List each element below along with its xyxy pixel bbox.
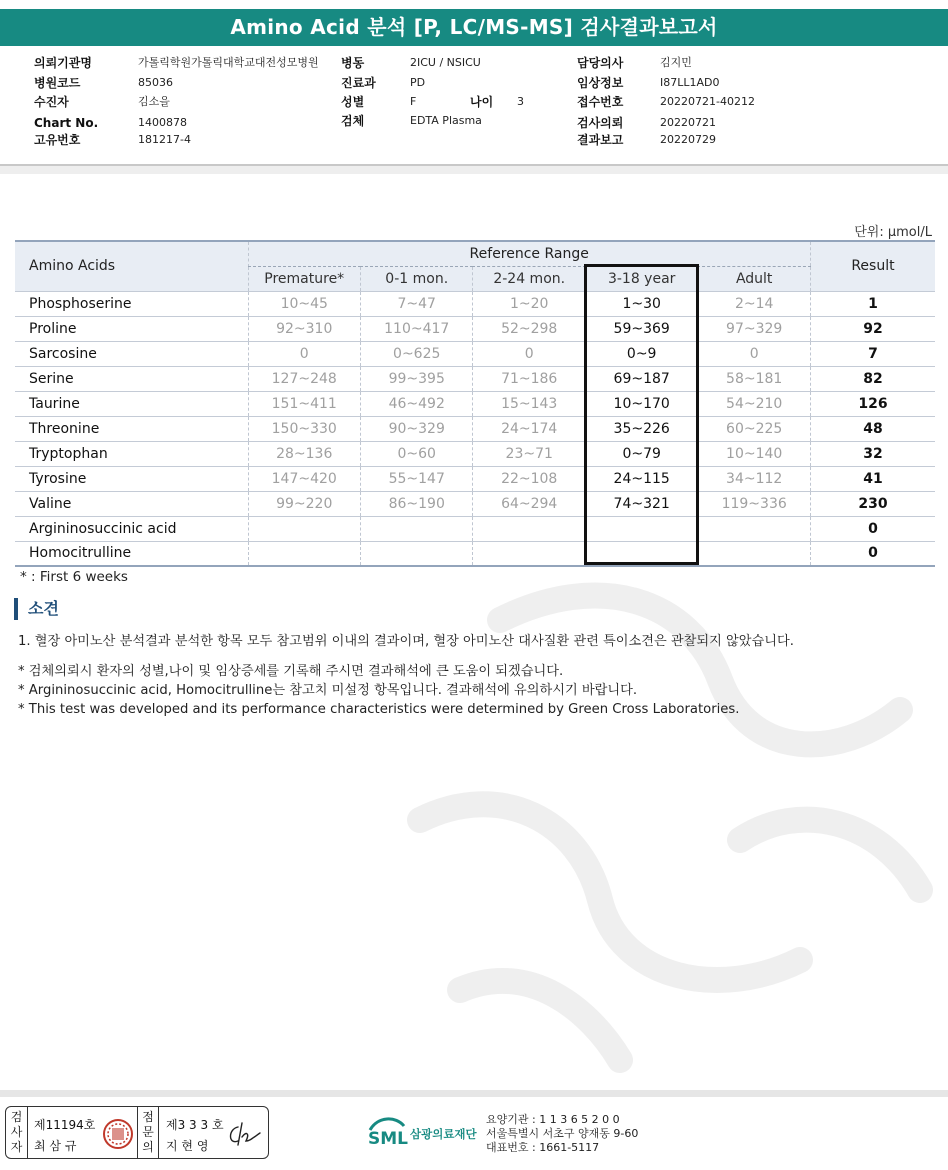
table-row (15, 466, 935, 491)
range-adult: 10~140 (698, 441, 810, 466)
range-2-24-mon: 15~143 (473, 391, 585, 416)
findings-title: 소견 (14, 598, 59, 620)
range-2-24-mon: 71~186 (473, 366, 585, 391)
range-premature: 92~310 (248, 316, 360, 341)
subheader-0-1-mon: 0-1 mon. (360, 266, 472, 291)
range-3-18-year: 74~321 (585, 491, 697, 516)
subheader-2-24-mon: 2-24 mon. (473, 266, 585, 291)
range-adult: 60~225 (698, 416, 810, 441)
result-value: 82 (810, 366, 935, 391)
age-value: 3 (517, 95, 524, 108)
signature-box (5, 1106, 269, 1159)
chart-no-value: 1400878 (138, 116, 187, 129)
institution-label: 의뢰기관명 (34, 56, 92, 70)
range-premature: 150~330 (248, 416, 360, 441)
range-0-1-mon: 86~190 (360, 491, 472, 516)
amino-acid-name: Argininosuccinic acid (15, 516, 248, 541)
range-adult: 2~14 (698, 291, 810, 316)
specimen-label: 검체 (341, 114, 365, 128)
range-2-24-mon (473, 541, 585, 566)
table-row (15, 441, 935, 466)
note-item: * Argininosuccinic acid, Homocitrulline는 참고치 미설정 항목입니다. 결과해석에 유의하시기 바랍니다. (18, 683, 638, 698)
range-premature (248, 516, 360, 541)
chart-no-label: Chart No. (34, 116, 99, 130)
ward-value: 2ICU / NSICU (410, 56, 481, 69)
institution-value: 가톨릭학원가톨릭대학교대전성모병원 (138, 56, 319, 69)
table-row (15, 341, 935, 366)
range-3-18-year: 59~369 (585, 316, 697, 341)
range-2-24-mon: 0 (473, 341, 585, 366)
patient-info-section (0, 46, 948, 166)
unit-note: 단위: μmol/L (854, 225, 932, 240)
range-0-1-mon (360, 516, 472, 541)
table-row (15, 516, 935, 541)
examiner-label-char: 사 (10, 1125, 23, 1139)
range-3-18-year: 24~115 (585, 466, 697, 491)
range-adult (698, 516, 810, 541)
range-0-1-mon: 55~147 (360, 466, 472, 491)
result-value: 0 (810, 541, 935, 566)
range-0-1-mon (360, 541, 472, 566)
note-item: * 검체의뢰시 환자의 성별,나이 및 임상증세를 기록해 주시면 결과해석에 큰 도움이 되겠습니다. (18, 664, 564, 679)
facility-code: 요양기관 : 1 1 3 6 5 2 0 0 (486, 1113, 620, 1126)
range-3-18-year: 10~170 (585, 391, 697, 416)
clinical-info-value: I87LL1AD0 (660, 76, 720, 89)
report-date-label: 결과보고 (577, 133, 624, 147)
result-value: 1 (810, 291, 935, 316)
footer-divider-band (0, 1090, 948, 1097)
range-2-24-mon: 1~20 (473, 291, 585, 316)
subheader-3-18-year: 3-18 year (585, 266, 697, 291)
range-3-18-year: 0~9 (585, 341, 697, 366)
range-2-24-mon: 64~294 (473, 491, 585, 516)
receipt-no-value: 20220721-40212 (660, 95, 755, 108)
phone: 대표번호 : 1661-5117 (486, 1141, 600, 1154)
result-value: 92 (810, 316, 935, 341)
reviewer-label (137, 1107, 159, 1158)
result-value: 48 (810, 416, 935, 441)
range-0-1-mon: 46~492 (360, 391, 472, 416)
range-0-1-mon: 0~625 (360, 341, 472, 366)
range-premature: 127~248 (248, 366, 360, 391)
amino-acid-name: Tyrosine (15, 466, 248, 491)
unique-no-value: 181217-4 (138, 133, 191, 146)
examiner-label-char: 자 (10, 1140, 23, 1154)
amino-acid-name: Threonine (15, 416, 248, 441)
result-value: 230 (810, 491, 935, 516)
notes-list (18, 662, 739, 719)
findings-text: 1. 혈장 아미노산 분석결과 분석한 항목 모두 참고범위 이내의 결과이며, 혈장 아미노산 대사질환 관련 특이소견은 관찰되지 않았습니다. (18, 634, 794, 649)
table-row (15, 391, 935, 416)
examiner-label-char: 검 (10, 1110, 23, 1124)
range-adult: 97~329 (698, 316, 810, 341)
result-value: 41 (810, 466, 935, 491)
table-row (15, 366, 935, 391)
range-0-1-mon: 110~417 (360, 316, 472, 341)
hospital-code-label: 병원코드 (34, 76, 81, 90)
result-value: 7 (810, 341, 935, 366)
range-0-1-mon: 7~47 (360, 291, 472, 316)
request-date-label: 검사의뢰 (577, 116, 624, 130)
examiner-label (6, 1107, 28, 1158)
range-adult: 34~112 (698, 466, 810, 491)
clinical-info-label: 임상정보 (577, 76, 624, 90)
department-value: PD (410, 76, 426, 89)
range-adult: 0 (698, 341, 810, 366)
examinee-value: 김소을 (138, 95, 170, 108)
specimen-value: EDTA Plasma (410, 114, 482, 127)
examiner-license-no: 제11194호 (34, 1118, 96, 1132)
range-3-18-year: 69~187 (585, 366, 697, 391)
amino-acid-name: Valine (15, 491, 248, 516)
range-3-18-year: 1~30 (585, 291, 697, 316)
amino-acids-header: Amino Acids (15, 241, 248, 291)
range-adult: 119~336 (698, 491, 810, 516)
amino-acid-name: Homocitrulline (15, 541, 248, 566)
range-premature: 10~45 (248, 291, 360, 316)
examiner-name: 최 삼 규 (34, 1139, 77, 1153)
request-date-value: 20220721 (660, 116, 716, 129)
note-item: * This test was developed and its performance characteristics were determined by Green Cross Laboratories. (18, 702, 740, 717)
sex-label: 성별 (341, 95, 365, 109)
range-0-1-mon: 90~329 (360, 416, 472, 441)
range-2-24-mon: 24~174 (473, 416, 585, 441)
range-adult: 58~181 (698, 366, 810, 391)
result-value: 32 (810, 441, 935, 466)
result-value: 126 (810, 391, 935, 416)
receipt-no-label: 접수번호 (577, 95, 624, 109)
range-3-18-year (585, 516, 697, 541)
table-row (15, 541, 935, 566)
reviewer-label-char: 의 (142, 1140, 154, 1154)
address: 서울특별시 서초구 양재동 9-60 (486, 1127, 639, 1140)
reviewer-label-char: 점 (142, 1110, 154, 1124)
range-0-1-mon: 99~395 (360, 366, 472, 391)
sex-value: F (410, 95, 417, 108)
subheader-premature: Premature* (248, 266, 360, 291)
range-premature: 0 (248, 341, 360, 366)
ward-label: 병동 (341, 56, 365, 70)
department-label: 진료과 (341, 76, 376, 90)
range-2-24-mon: 22~108 (473, 466, 585, 491)
reviewer-name: 지 현 영 (166, 1139, 209, 1153)
hospital-code-value: 85036 (138, 76, 173, 89)
range-3-18-year: 0~79 (585, 441, 697, 466)
table-row (15, 491, 935, 516)
range-premature: 147~420 (248, 466, 360, 491)
table-row (15, 416, 935, 441)
examinee-label: 수진자 (34, 95, 69, 109)
unique-no-label: 고유번호 (34, 133, 81, 147)
age-label: 나이 (470, 95, 494, 109)
range-3-18-year: 35~226 (585, 416, 697, 441)
amino-acid-name: Taurine (15, 391, 248, 416)
seal-stamp-icon (102, 1118, 134, 1150)
signature-scribble-icon (224, 1119, 264, 1151)
range-premature: 99~220 (248, 491, 360, 516)
range-premature: 28~136 (248, 441, 360, 466)
range-premature (248, 541, 360, 566)
range-2-24-mon: 23~71 (473, 441, 585, 466)
report-date-value: 20220729 (660, 133, 716, 146)
report-title: Amino Acid 분석 [P, LC/MS-MS] 검사결과보고서 (0, 9, 948, 46)
result-value: 0 (810, 516, 935, 541)
doctor-label: 담당의사 (577, 56, 624, 70)
reviewer-label-char: 문 (142, 1125, 154, 1139)
footer-address-block (486, 1113, 638, 1155)
divider-band (0, 166, 948, 174)
premature-footnote: * : First 6 weeks (20, 569, 128, 585)
range-2-24-mon: 52~298 (473, 316, 585, 341)
subheader-adult: Adult (698, 266, 810, 291)
logo-sml-text: SML (368, 1129, 408, 1149)
result-header: Result (810, 241, 935, 291)
amino-acid-name: Sarcosine (15, 341, 248, 366)
reference-range-header: Reference Range (248, 241, 810, 266)
table-row (15, 316, 935, 341)
amino-acid-name: Tryptophan (15, 441, 248, 466)
reviewer-license-no: 제3 3 3 호 (166, 1118, 224, 1132)
amino-acid-name: Serine (15, 366, 248, 391)
amino-acid-name: Phosphoserine (15, 291, 248, 316)
range-premature: 151~411 (248, 391, 360, 416)
range-adult (698, 541, 810, 566)
table-header-row (15, 241, 935, 266)
range-0-1-mon: 0~60 (360, 441, 472, 466)
foundation-name: 삼광의료재단 (410, 1127, 477, 1141)
range-3-18-year (585, 541, 697, 566)
amino-acid-name: Proline (15, 316, 248, 341)
range-adult: 54~210 (698, 391, 810, 416)
table-row (15, 291, 935, 316)
amino-acid-table (15, 240, 935, 567)
doctor-value: 김지민 (660, 56, 692, 69)
range-2-24-mon (473, 516, 585, 541)
